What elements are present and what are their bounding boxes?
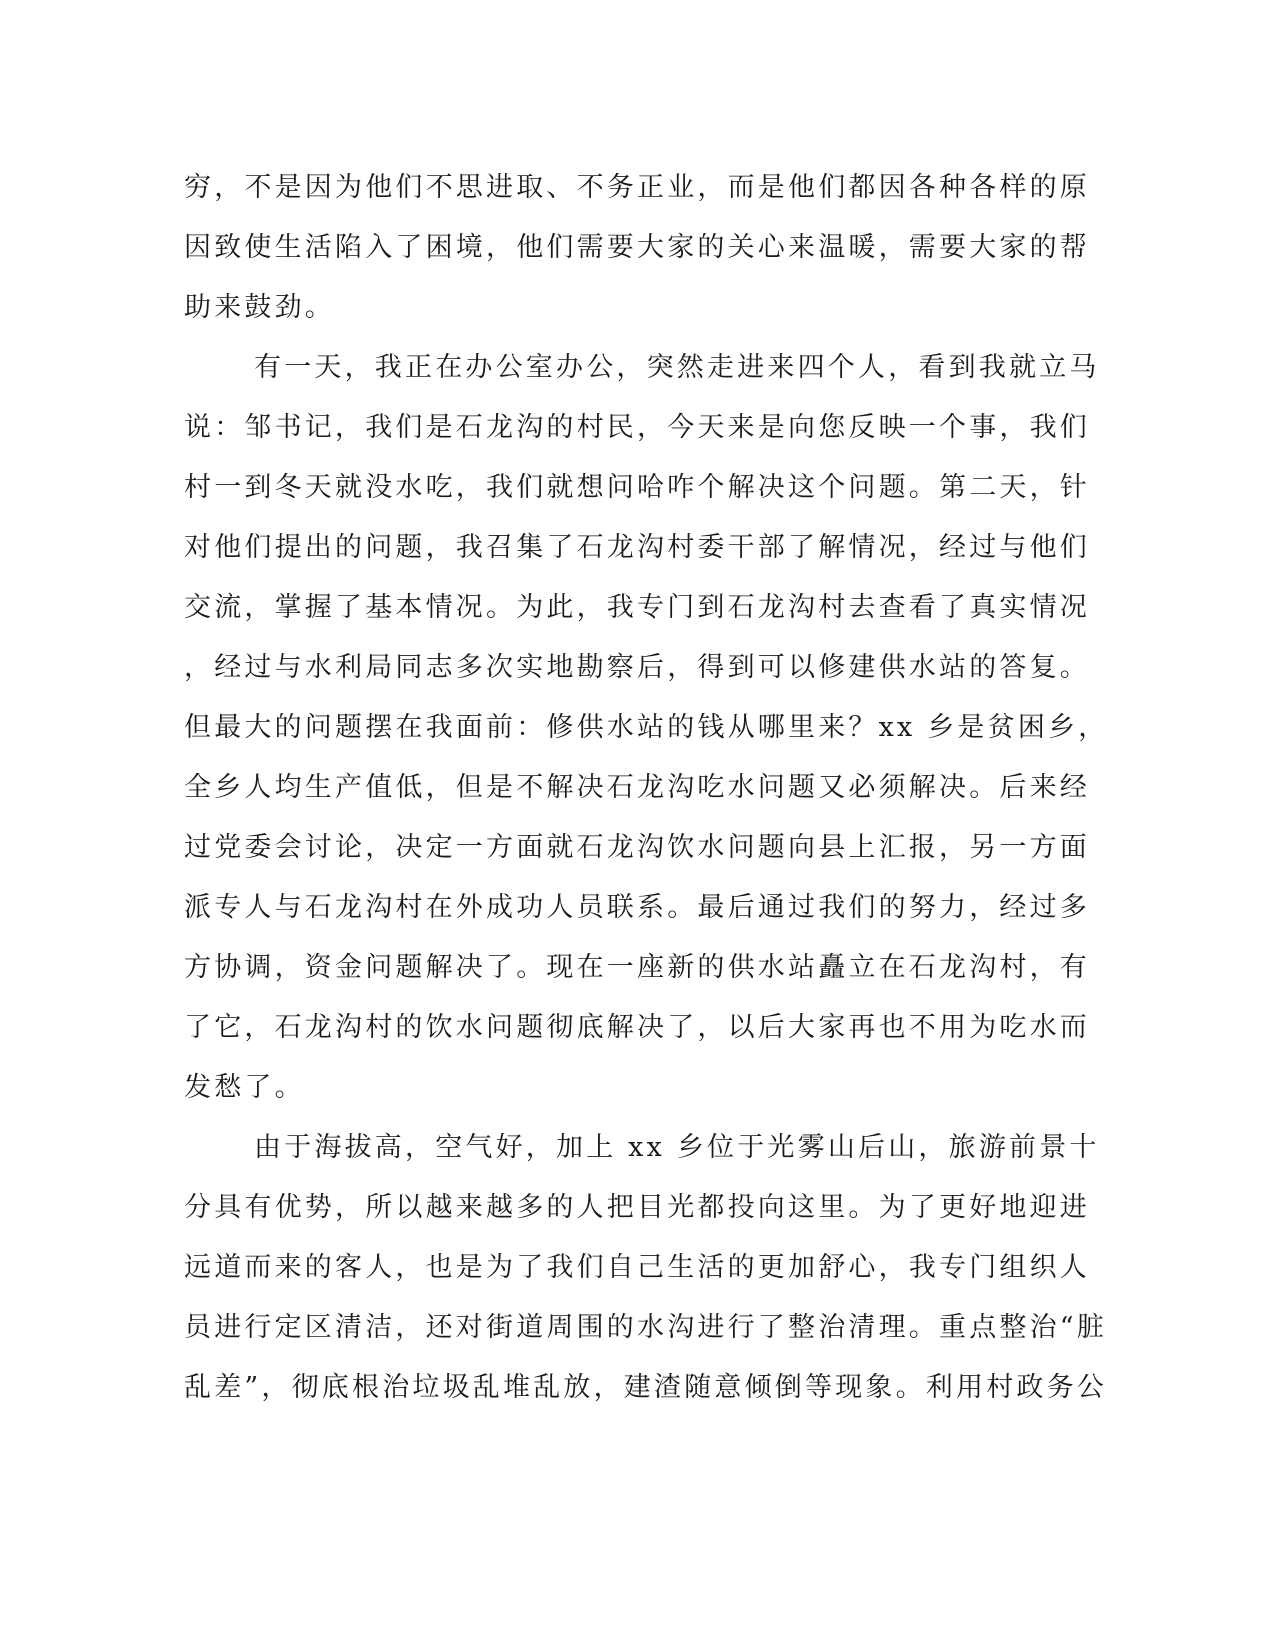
text-line: 员进行定区清洁，还对街道周围的水沟进行了整治清理。重点整治“脏 [184, 1312, 1108, 1343]
text-line: 了它，石龙沟村的饮水问题彻底解决了，以后大家再也不用为吃水而 [184, 1012, 1090, 1043]
text-line: 过党委会讨论，决定一方面就石龙沟饮水问题向县上汇报，另一方面 [184, 832, 1090, 863]
paragraph-1 [184, 158, 1090, 338]
text-line: 派专人与石龙沟村在外成功人员联系。最后通过我们的努力，经过多 [184, 892, 1090, 923]
paragraph-2 [184, 338, 1109, 1118]
text-line: 分具有优势，所以越来越多的人把目光都投向这里。为了更好地迎进 [184, 1192, 1090, 1223]
text-line: 全乡人均生产值低，但是不解决石龙沟吃水问题又必须解决。后来经 [184, 772, 1090, 803]
text-line: 远道而来的客人，也是为了我们自己生活的更加舒心，我专门组织人 [184, 1252, 1090, 1283]
text-line: 穷，不是因为他们不思进取、不务正业，而是他们都因各种各样的原 [184, 172, 1090, 203]
text-line: 交流，掌握了基本情况。为此，我专门到石龙沟村去查看了真实情况 [184, 592, 1090, 623]
text-line: 因致使生活陷入了困境，他们需要大家的关心来温暖，需要大家的帮 [184, 232, 1090, 263]
text-line: 有一天，我正在办公室办公，突然走进来四个人，看到我就立马 [254, 352, 1100, 383]
text-line: 乱差”，彻底根治垃圾乱堆乱放，建渣随意倾倒等现象。利用村政务公 [184, 1372, 1108, 1403]
text-line: 发愁了。 [184, 1072, 305, 1103]
text-line: 村一到冬天就没水吃，我们就想问哈咋个解决这个问题。第二天，针 [184, 472, 1090, 503]
text-line: 但最大的问题摆在我面前：修供水站的钱从哪里来？xx 乡是贫困乡， [184, 712, 1109, 743]
paragraph-3 [184, 1118, 1108, 1418]
text-line: 由于海拔高，空气好，加上 xx 乡位于光雾山后山，旅游前景十 [254, 1132, 1100, 1163]
document-body [184, 158, 1109, 1418]
text-line: 助来鼓劲。 [184, 292, 335, 323]
text-line: ，经过与水利局同志多次实地勘察后，得到可以修建供水站的答复。 [184, 652, 1090, 683]
text-line: 方协调，资金问题解决了。现在一座新的供水站矗立在石龙沟村，有 [184, 952, 1090, 983]
text-line: 说：邹书记，我们是石龙沟的村民，今天来是向您反映一个事，我们 [184, 412, 1090, 443]
text-line: 对他们提出的问题，我召集了石龙沟村委干部了解情况，经过与他们 [184, 532, 1090, 563]
